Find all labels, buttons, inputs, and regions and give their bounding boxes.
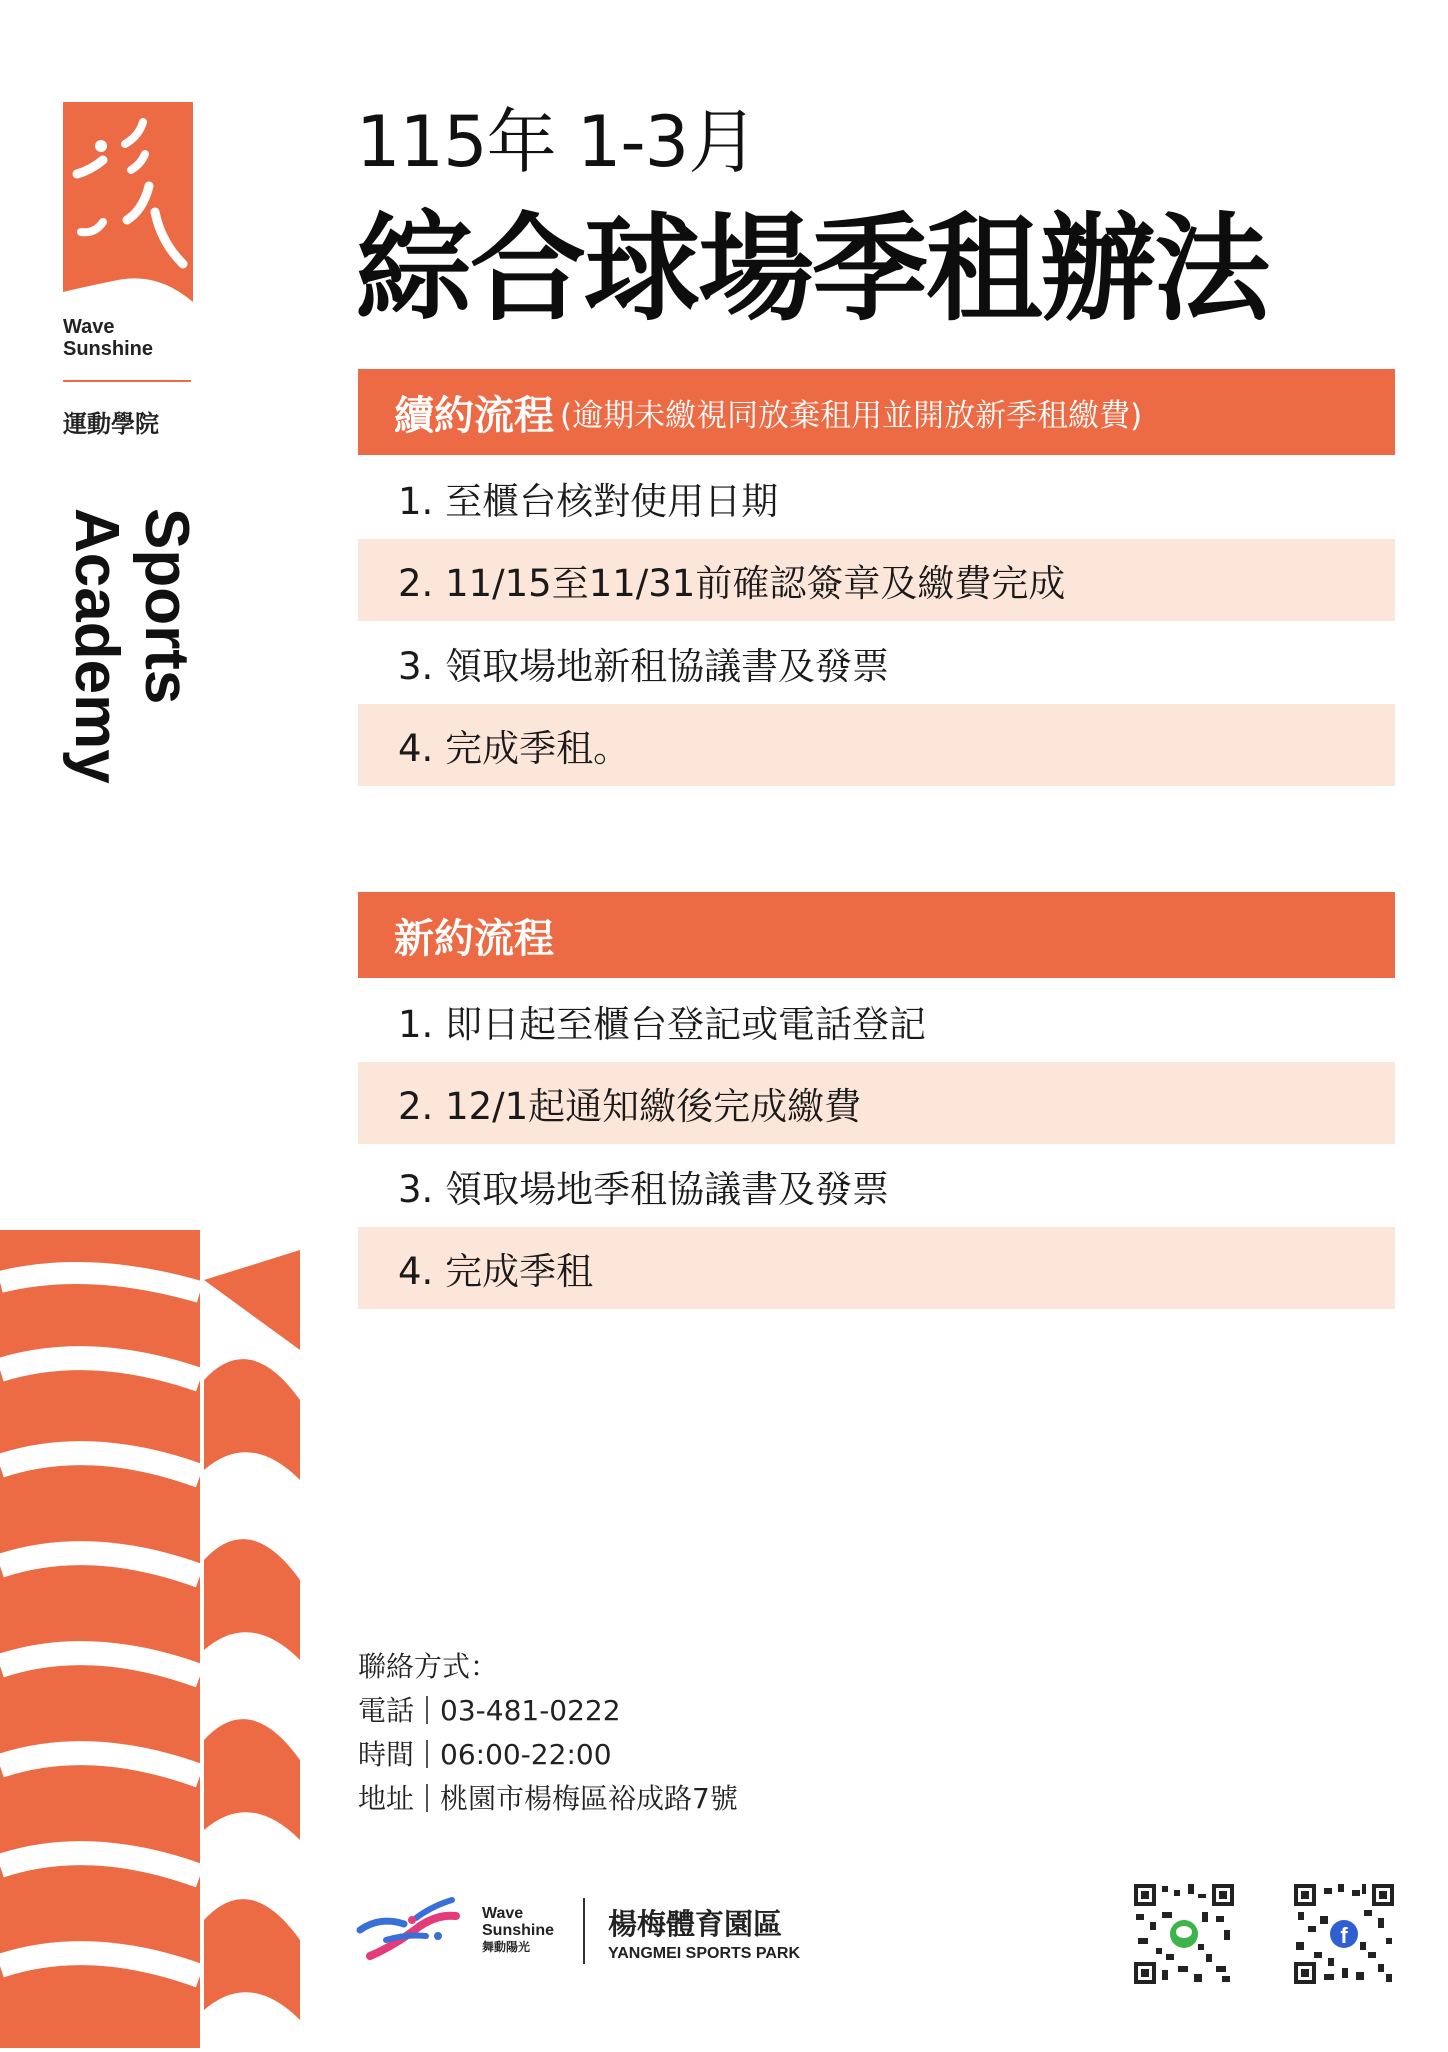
new-contract-step: 1. 即日起至櫃台登記或電話登記 bbox=[398, 1003, 927, 1046]
footer-brand-line2: Sunshine bbox=[482, 1922, 555, 1939]
address-label: 地址 bbox=[358, 1782, 415, 1815]
footer-brand bbox=[482, 1905, 554, 1956]
hours-label: 時間 bbox=[358, 1738, 415, 1771]
footer-brand-cn: 舞動陽光 bbox=[482, 1940, 531, 1954]
park-name-en: YANGMEI SPORTS PARK bbox=[608, 1945, 801, 1962]
renewal-step: 4. 完成季租。 bbox=[358, 704, 1395, 786]
hours-value: 06:00-22:00 bbox=[440, 1738, 612, 1771]
vertical-line1: Sports bbox=[132, 508, 201, 705]
brand-chinese: 運動學院 bbox=[63, 410, 159, 438]
new-contract-step: 3. 領取場地季租協議書及發票 bbox=[398, 1168, 890, 1211]
phone-label: 電話 bbox=[358, 1694, 415, 1727]
renewal-note: (逾期未繳視同放棄租用並開放新季租繳費) bbox=[560, 397, 1143, 434]
wave-pattern-art bbox=[0, 1230, 306, 2048]
separator bbox=[426, 1784, 428, 1812]
address-value: 桃園市楊梅區裕成路7號 bbox=[440, 1782, 738, 1815]
svg-text:f: f bbox=[1340, 1923, 1348, 1948]
new-contract-step: 4. 完成季租 bbox=[358, 1227, 1395, 1309]
contact-info bbox=[358, 1645, 738, 1821]
brand-divider bbox=[63, 380, 191, 382]
separator bbox=[426, 1740, 428, 1768]
new-contract-heading: 新約流程 bbox=[394, 915, 554, 962]
wave-sunshine-logo-icon bbox=[356, 1890, 466, 1970]
contact-heading: 聯絡方式： bbox=[358, 1650, 499, 1683]
vertical-brand-text bbox=[48, 508, 203, 848]
brand-name bbox=[63, 316, 153, 360]
footer-divider bbox=[583, 1898, 585, 1964]
brand-line1: Wave bbox=[63, 316, 115, 338]
renewal-step: 3. 領取場地新租協議書及發票 bbox=[398, 645, 890, 688]
renewal-header bbox=[358, 369, 1395, 455]
separator bbox=[426, 1696, 428, 1724]
contact-hours-row bbox=[358, 1733, 738, 1777]
phone-value[interactable]: 03-481-0222 bbox=[440, 1694, 621, 1727]
contact-phone-row bbox=[358, 1689, 738, 1733]
line-qr-icon[interactable] bbox=[1132, 1882, 1236, 1986]
park-name-cn: 楊梅體育園區 bbox=[608, 1907, 783, 1941]
footer-brand-line1: Wave bbox=[482, 1905, 524, 1922]
page-subtitle: 115年 1-3月 bbox=[356, 101, 758, 183]
new-contract-header bbox=[358, 892, 1395, 978]
contact-address-row bbox=[358, 1777, 738, 1821]
brand-logo-icon bbox=[63, 102, 193, 307]
vertical-line2: Academy bbox=[62, 508, 131, 784]
renewal-step: 2. 11/15至11/31前確認簽章及繳費完成 bbox=[358, 539, 1395, 621]
brand-line2: Sunshine bbox=[63, 338, 154, 360]
new-contract-step: 2. 12/1起通知繳後完成繳費 bbox=[358, 1062, 1395, 1144]
renewal-step: 1. 至櫃台核對使用日期 bbox=[398, 480, 779, 523]
facebook-qr-icon[interactable] bbox=[1292, 1882, 1396, 1986]
renewal-heading: 續約流程 bbox=[394, 392, 554, 439]
page-title: 綜合球場季租辦法 bbox=[356, 202, 1268, 337]
